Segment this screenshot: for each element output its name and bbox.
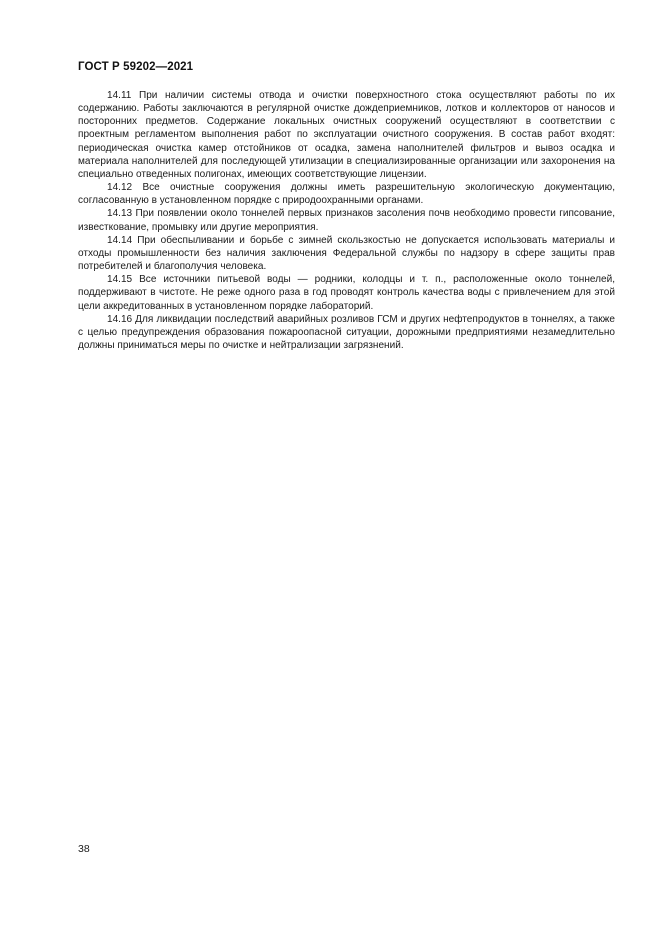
paragraph-14-14: 14.14 При обеспыливании и борьбе с зимней скользкостью не допускается использовать материалы и отходы промышленности без наличия заключения Федеральной службы по надзору в сфере защиты прав потребителей и благополучия человека.	[78, 234, 615, 273]
paragraph-14-13: 14.13 При появлении около тоннелей первых признаков засоления почв необходимо провести гипсование, известкование, промывку или другие мероприятия.	[78, 208, 615, 233]
standard-code-header: ГОСТ Р 59202—2021	[78, 61, 194, 73]
paragraph-14-12: 14.12 Все очистные сооружения должны иметь разрешительную экологическую документацию, согласованную в установленном порядке с природоохранными органами.	[78, 182, 615, 207]
document-body	[78, 89, 615, 352]
paragraph-14-16: 14.16 Для ликвидации последствий аварийных розливов ГСМ и других нефтепродуктов в тоннелях, а также с целью предупреждения образования пожароопасной ситуации, дорожными предприятиями незамедлительно должны приниматься меры по очистке и нейтрализации загрязнений.	[78, 313, 615, 351]
paragraph-14-11: 14.11 При наличии системы отвода и очистки поверхностного стока осуществляют работы по их содержанию. Работы заключаются в регулярной очистке дождеприемников, лотков и коллекторов от наносов и посторонних предметов. Содержание локальных очистных сооружений осуществляют в соответствии с проектным регламентом выполнения работ по эксплуатации очистного сооружения. В состав работ входят: периодическая очистка камер отстойников от осадка, замена наполнителей фильтров и вывоз осадка и материала наполнителей для последующей утилизации в специализированные организации или захоронения на специально отведенных полигонах, имеющих соответствующие лицензии.	[78, 90, 615, 180]
paragraph-14-15: 14.15 Все источники питьевой воды — родники, колодцы и т. п., расположенные около тоннелей, поддерживают в чистоте. Не реже одного раза в год проводят контроль качества воды с привлечением для этой цели аккредитованных в установленном порядке лабораторий.	[78, 274, 615, 312]
page-number: 38	[78, 843, 90, 855]
